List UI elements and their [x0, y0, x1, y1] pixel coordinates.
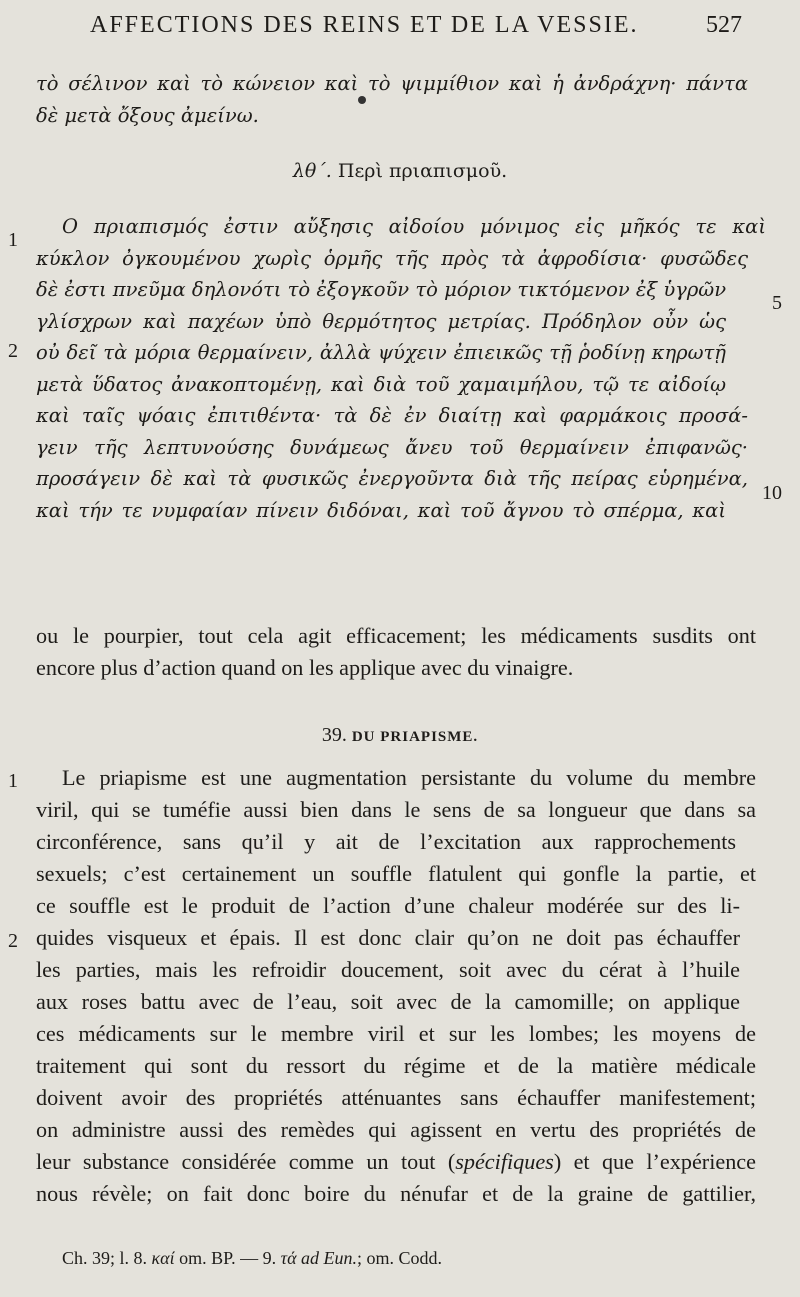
greek-line: οὐ δεῖ τὰ μόρια θερμαίνειν, ἀλλὰ ψύχειν ἐπιεικῶς τῇ ῥοδίνῃ κηρωτῇ	[36, 341, 726, 364]
french-line: Le priapisme est une augmentation persistante du volume du membre	[62, 765, 756, 790]
greek-line: μετὰ ὕδατος ἀνακοπτομένῃ, καὶ διὰ τοῦ χαμαιμήλου, τῷ τε αἰδοίῳ	[36, 372, 726, 396]
footnote-text: Ch. 39; l. 8.	[62, 1248, 152, 1268]
greek-line: κύκλον ὀγκουμένου χωρὶς ὁρμῆς τῆς πρὸς τὰ ἀφροδίσια· φυσῶδες	[36, 246, 748, 270]
french-line: viril, qui se tuméfie aussi bien dans le sens de sa longueur que dans sa	[36, 797, 756, 822]
footnote-italic: τά ad Eun.	[280, 1248, 358, 1268]
french-text-continuation	[36, 620, 756, 684]
french-line: ces médicaments sur le membre viril et sur les lombes; les moyens de	[36, 1021, 756, 1046]
french-line: aux roses battu avec de l’eau, soit avec de la camomille; on applique	[36, 989, 740, 1014]
french-line: ou le pourpier, tout cela agit efficacement; les médicaments susdits ont	[36, 623, 756, 648]
french-line: doivent avoir des propriétés atténuantes sans échauffer manifestement;	[36, 1085, 756, 1110]
french-line: encore plus d’action quand on les applique avec du vinaigre.	[36, 655, 574, 680]
french-line: circonférence, sans qu’il y ait de l’excitation aux rapprochements	[36, 829, 736, 854]
greek-line: γλίσχρων καὶ παχέων ὑπὸ θερμότητος μετρίας. Πρόδηλον οὖν ὡς	[36, 309, 726, 333]
margin-number: 1	[8, 229, 18, 251]
page-number: 527	[706, 12, 742, 38]
french-line: traitement qui sont du ressort du régime et de la matière médicale	[36, 1053, 756, 1078]
greek-line: δὲ ἐστι πνεῦμα δηλονότι τὸ ἐξογκοῦν τὸ μόριον τικτόμενον ἐξ ὑγρῶν	[36, 278, 727, 301]
margin-number: 1	[8, 770, 18, 792]
critical-apparatus-footnote	[62, 1248, 762, 1269]
french-line: ce souffle est le produit de l’action d’une chaleur modérée sur des li-	[36, 893, 740, 918]
greek-section-heading	[0, 160, 800, 182]
french-section-number: 39.	[321, 724, 347, 746]
french-line: sexuels; c’est certainement un souffle flatulent qui gonfle la partie, et	[36, 861, 756, 886]
margin-number: 5	[772, 292, 782, 314]
text-segment: leur substance considérée comme un tout (	[36, 1149, 456, 1174]
greek-line: γειν τῆς λεπτυνούσης δυνάμεως ἄνευ τοῦ θερμαίνειν ἐπιφανῶς·	[36, 435, 748, 459]
margin-number: 2	[8, 340, 18, 362]
greek-line: τὸ σέλινον καὶ τὸ κώνειον καὶ τὸ ψιμμίθιον καὶ ἡ ἀνδράχνη· πάντα	[36, 72, 748, 95]
footnote-text: om. BP. — 9.	[174, 1248, 281, 1268]
footnote-italic: καί	[151, 1248, 175, 1268]
greek-line: Ο πριαπισμός ἐστιν αὔξησις αἰδοίου μόνιμος εἰς μῆκός τε καὶ	[62, 215, 766, 238]
french-section-heading	[0, 724, 800, 747]
french-line: les parties, mais les refroidir doucement, soit avec du cérat à l’huile	[36, 957, 740, 982]
greek-section-title: Περὶ πριαπισμοῦ.	[337, 160, 508, 182]
text-segment: ) et que l’expérience	[553, 1149, 756, 1174]
french-section-title: DU PRIAPISME.	[351, 729, 479, 745]
italic-term: spécifiques	[455, 1149, 554, 1174]
margin-number: 2	[8, 930, 18, 952]
greek-line: δὲ μετὰ ὄξους ἀμείνω.	[36, 103, 259, 127]
greek-line: καὶ ταῖς ψόαις ἐπιτιθέντα· τὰ δὲ ἐν διαίτῃ καὶ φαρμάκοις προσά-	[36, 404, 748, 427]
french-text-main	[36, 762, 756, 1210]
french-line: nous révèle; on fait donc boire du nénufar et de la graine de gattilier,	[36, 1181, 756, 1206]
footnote-text: ; om. Codd.	[357, 1248, 443, 1268]
greek-section-number: λθ΄.	[292, 160, 332, 182]
greek-line: προσάγειν δὲ καὶ τὰ φυσικῶς ἐνεργοῦντα διὰ τῆς πείρας εὑρημένα,	[36, 467, 748, 490]
greek-text-continuation	[36, 68, 784, 131]
page-header	[90, 12, 750, 46]
french-line: on administre aussi des remèdes qui agissent en vertu des propriétés de	[36, 1117, 756, 1142]
greek-text-main	[36, 211, 784, 526]
french-line-with-italic	[36, 1146, 756, 1178]
greek-line: καὶ τήν τε νυμφαίαν πίνειν διδόναι, καὶ τοῦ ἄγνου τὸ σπέρμα, καὶ	[36, 498, 726, 522]
french-line: quides visqueux et épais. Il est donc clair qu’on ne doit pas échauffer	[36, 925, 740, 950]
running-title: AFFECTIONS DES REINS ET DE LA VESSIE.	[90, 12, 639, 38]
margin-number: 10	[762, 482, 782, 504]
